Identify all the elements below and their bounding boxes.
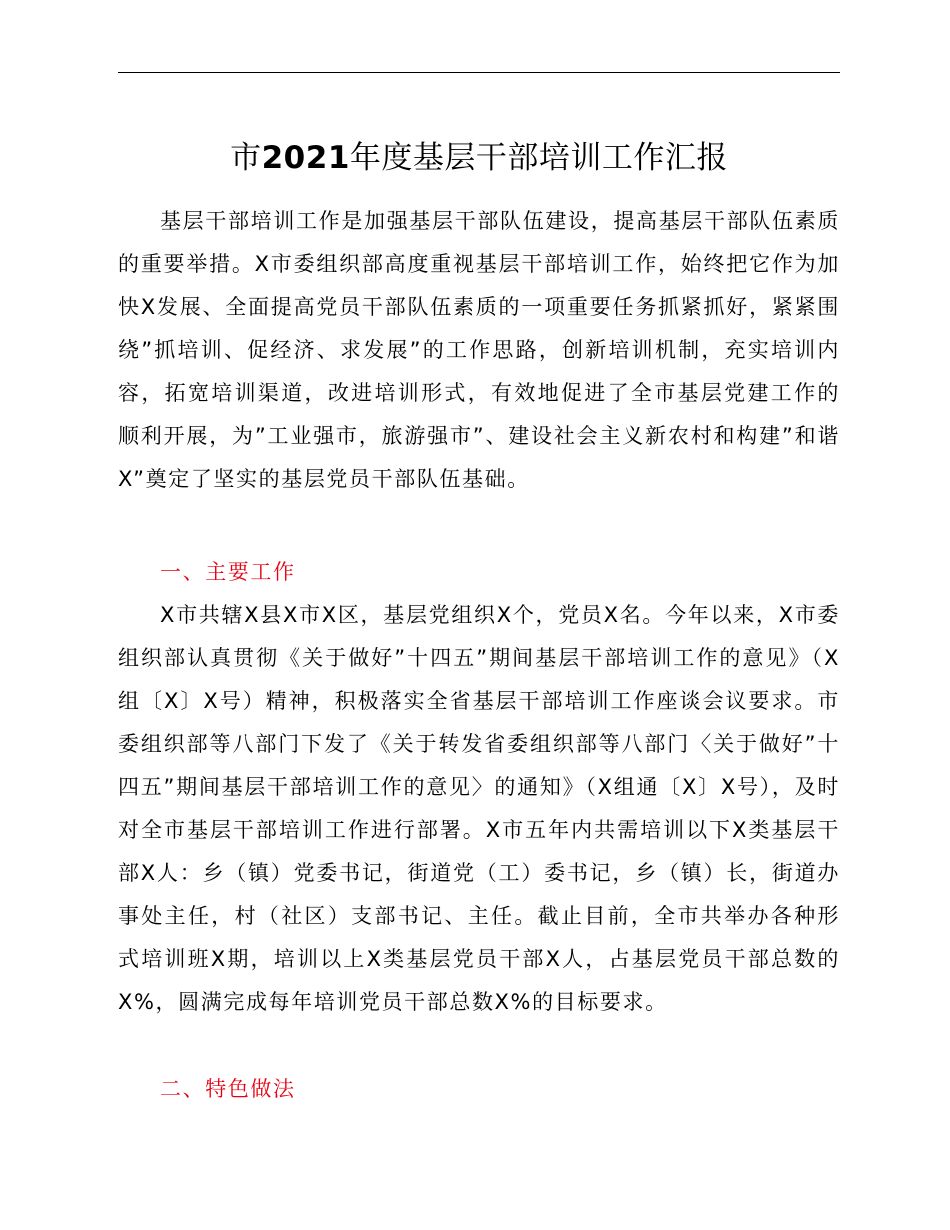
title-year: 2021 [261, 140, 350, 176]
main-work-paragraph: X市共辖X县X市X区，基层党组织X个，党员X名。今年以来，X市委组织部认真贯彻《关于做好”十四五”期间基层干部培训工作的意见》（X组〔X〕X号）精神，积极落实全省基层干部培训工作座谈会议要求。市委组织部等八部门下发了《关于转发省委组织部等八部门〈关于做好”十四五”期间基层干部培训工作的意见〉的通知》（X组通〔X〕X号），及时对全市基层干部培训工作进行部署。X市五年内共需培训以下X类基层干部X人：乡（镇）党委书记，街道党（工）委书记，乡（镇）长，街道办事处主任，村（社区）支部书记、主任。截止目前，全市共举办各种形式培训班X期，培训以上X类基层党员干部X人，占基层党员干部总数的X%，圆满完成每年培训党员干部总数X%的目标要求。 [118, 603, 840, 1014]
document-title [118, 133, 840, 183]
section-heading-features: 二、特色做法 [160, 1077, 296, 1101]
intro-paragraph: 基层干部培训工作是加强基层干部队伍建设，提高基层干部队伍素质的重要举措。X市委组织部高度重视基层干部培训工作，始终把它作为加快X发展、全面提高党员干部队伍素质的一项重要任务抓紧抓好，紧紧围绕”抓培训、促经济、求发展”的工作思路，创新培训机制，充实培训内容，拓宽培训渠道，改进培训形式，有效地促进了全市基层党建工作的顺利开展，为”工业强市，旅游强市”、建设社会主义新农村和构建”和谐X”奠定了坚实的基层党员干部队伍基础。 [118, 209, 840, 491]
section-heading-main-work: 一、主要工作 [160, 560, 296, 584]
title-suffix: 年度基层干部培训工作汇报 [349, 140, 728, 176]
title-prefix: 市 [230, 140, 262, 176]
header-rule [118, 72, 840, 73]
